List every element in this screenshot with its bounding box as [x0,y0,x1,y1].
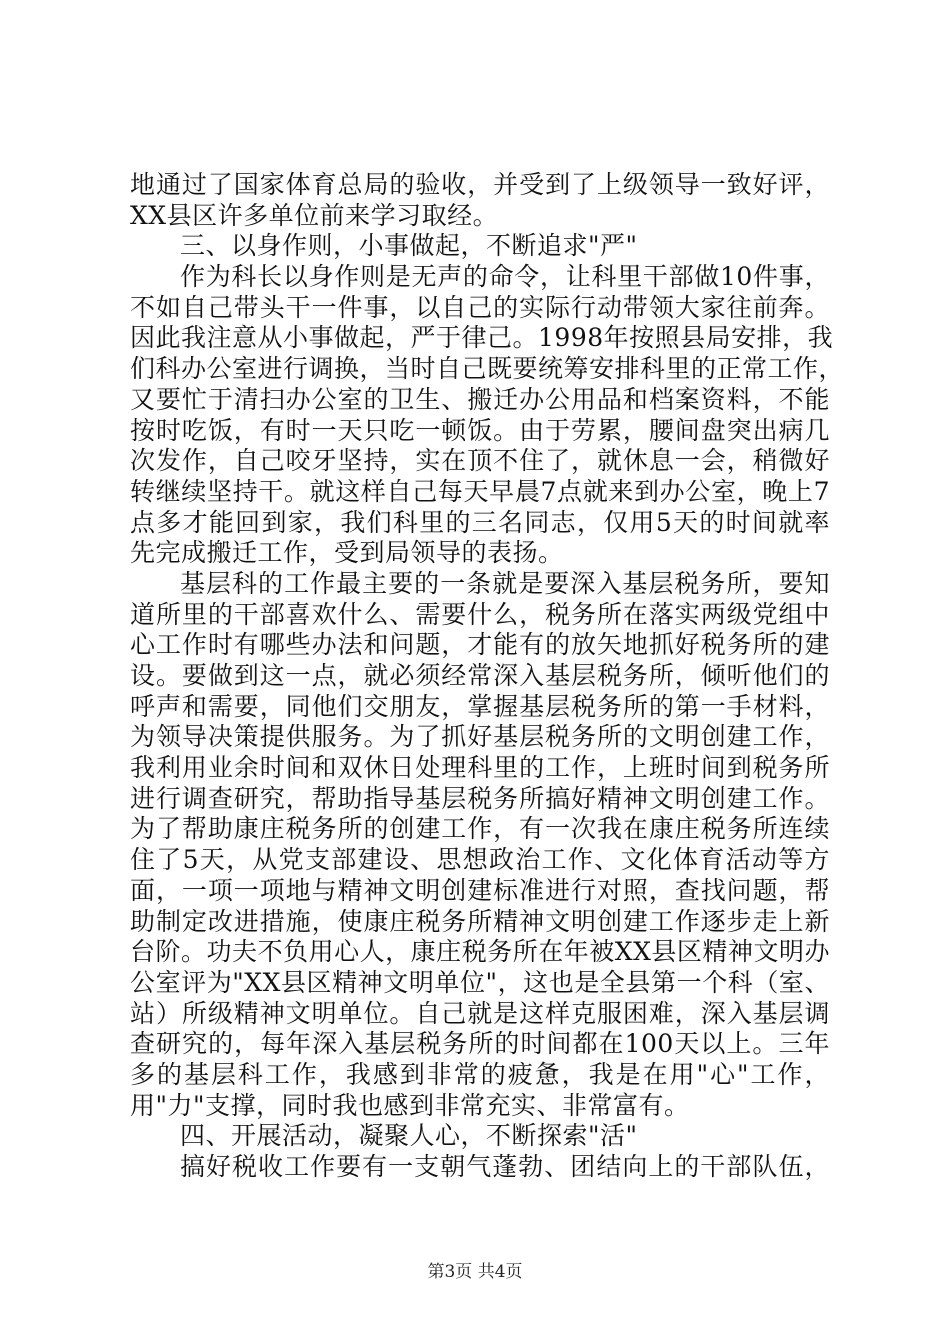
text-line: 因此我注意从小事做起，严于律己。1998年按照县局安排，我 [130,323,834,353]
text-line: 设。要做到这一点，就必须经常深入基层税务所，倾听他们的 [130,661,830,690]
text-line: 我利用业余时间和双休日处理科里的工作，上班时间到税务所 [130,753,830,783]
text-line: 站）所级精神文明单位。自己就是这样克服困难，深入基层调 [130,998,830,1028]
text-line: 公室评为"XX县区精神文明单位"，这也是全县第一个科（室、 [130,967,830,997]
text-line: 为了帮助康庄税务所的创建工作，有一次我在康庄税务所连续 [130,814,830,844]
text-line: 查研究的，每年深入基层税务所的时间都在100天以上。三年 [130,1029,830,1059]
text-line: 又要忙于清扫办公室的卫生、搬迁办公用品和档案资料，不能 [130,384,830,414]
text-line: 们科办公室进行调换，当时自己既要统筹安排科里的正常工作， [130,354,845,384]
text-line: 道所里的干部喜欢什么、需要什么，税务所在落实两级党组中 [130,599,830,629]
text-line: 心工作时有哪些办法和问题，才能有的放矢地抓好税务所的建 [130,630,830,660]
text-line: 四、开展活动，凝聚人心，不断探索"活" [180,1121,638,1151]
text-line: 地通过了国家体育总局的验收，并受到了上级领导一致好评， [130,170,830,199]
text-line: 助制定改进措施，使康庄税务所精神文明创建工作逐步走上新 [130,906,830,936]
text-line: 次发作，自己咬牙坚持，实在顶不住了，就休息一会，稍微好 [130,446,830,476]
text-line: 作为科长以身作则是无声的命令，让科里干部做10件事， [180,262,830,292]
text-line: 用"力"支撑，同时我也感到非常充实、非常富有。 [130,1090,690,1120]
text-line: XX县区许多单位前来学习取经。 [130,200,499,230]
text-line: 先完成搬迁工作，受到局领导的表扬。 [130,538,564,568]
text-line: 住了5天，从党支部建设、思想政治工作、文化体育活动等方 [130,845,830,875]
text-line: 面，一项一项地与精神文明创建标准进行对照，查找问题，帮 [130,875,830,905]
text-line: 进行调查研究，帮助指导基层税务所搞好精神文明创建工作。 [130,783,830,813]
text-line: 呼声和需要，同他们交朋友，掌握基层税务所的第一手材料， [130,691,830,721]
text-line: 按时吃饭，有时一天只吃一顿饭。由于劳累，腰间盘突出病几 [130,415,830,445]
text-line: 搞好税收工作要有一支朝气蓬勃、团结向上的干部队伍， [180,1152,830,1181]
text-line: 为领导决策提供服务。为了抓好基层税务所的文明创建工作， [130,722,830,752]
text-line: 多的基层科工作，我感到非常的疲惫，我是在用"心"工作， [130,1059,830,1089]
text-line: 基层科的工作最主要的一条就是要深入基层税务所，要知 [180,568,830,598]
document-body [130,170,845,1183]
page-footer: 第3页 共4页 [427,1262,523,1282]
text-line: 转继续坚持干。就这样自己每天早晨7点就来到办公室，晚上7 [130,476,830,506]
text-line: 点多才能回到家，我们科里的三名同志，仅用5天的时间就率 [130,507,830,537]
text-line: 三、以身作则，小事做起，不断追求"严" [180,231,638,261]
text-line: 台阶。功夫不负用心人，康庄税务所在年被XX县区精神文明办 [130,937,830,967]
text-line: 不如自己带头干一件事，以自己的实际行动带领大家往前奔。 [130,292,830,322]
